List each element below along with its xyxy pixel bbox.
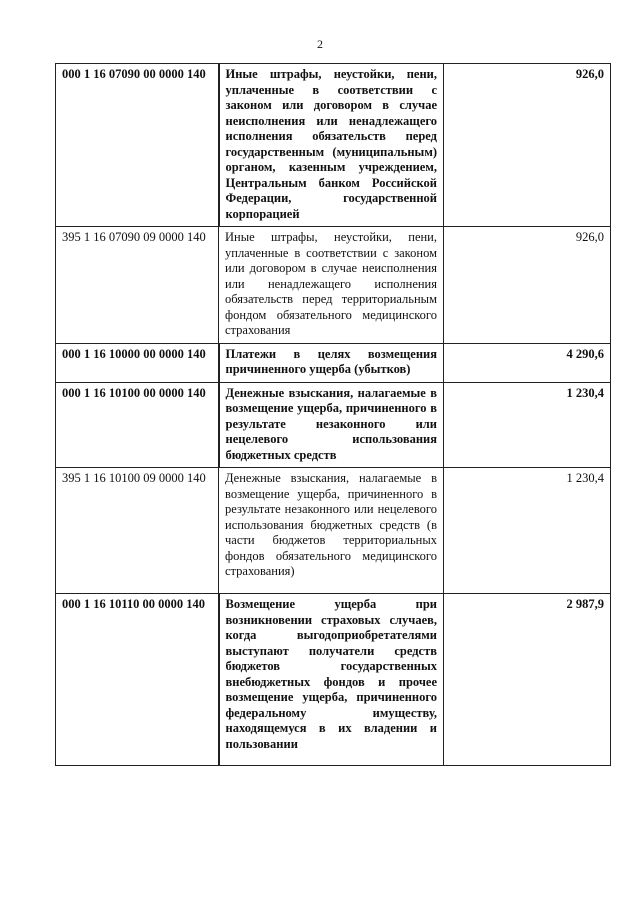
budget-code-cell: 000 1 16 10000 00 0000 140 [56, 343, 219, 382]
table-row [56, 343, 611, 382]
budget-code-cell: 000 1 16 10110 00 0000 140 [56, 594, 219, 766]
page-number: 2 [317, 37, 323, 51]
budget-code-cell: 000 1 16 10100 00 0000 140 [56, 382, 219, 468]
description-cell: Денежные взыскания, налагаемые в возмещение ущерба, причиненного в результате незаконного или нецелевого использования бюджетных средств (в части бюджетов территориальных фондов обязательного медицинского страхования) [219, 468, 444, 594]
table-row [56, 468, 611, 594]
amount-cell: 926,0 [444, 227, 611, 344]
table-row [56, 227, 611, 344]
description-cell: Денежные взыскания, налагаемые в возмещение ущерба, причиненного в результате незаконного или нецелевого использования бюджетных средств [219, 382, 444, 468]
description-cell: Иные штрафы, неустойки, пени, уплаченные в соответствии с законом или договором в случае неисполнения или ненадлежащего исполнения обязательств перед территориальным фондом обязательного медицинского страхования [219, 227, 444, 344]
budget-code-cell: 395 1 16 10100 09 0000 140 [56, 468, 219, 594]
amount-cell: 1 230,4 [444, 468, 611, 594]
amount-cell: 926,0 [444, 64, 611, 227]
budget-income-table [55, 63, 611, 766]
budget-code-cell: 000 1 16 07090 00 0000 140 [56, 64, 219, 227]
table-row [56, 64, 611, 227]
amount-cell: 2 987,9 [444, 594, 611, 766]
budget-code-cell: 395 1 16 07090 09 0000 140 [56, 227, 219, 344]
description-cell: Платежи в целях возмещения причиненного ущерба (убытков) [219, 343, 444, 382]
description-cell: Иные штрафы, неустойки, пени, уплаченные в соответствии с законом или договором в случае неисполнения или ненадлежащего исполнения обязательств перед государственным (муниципальным) органом, казенным учреждением, Центральным банком Российской Федерации, государственной корпорацией [219, 64, 444, 227]
table-row [56, 594, 611, 766]
table-row [56, 382, 611, 468]
amount-cell: 1 230,4 [444, 382, 611, 468]
amount-cell: 4 290,6 [444, 343, 611, 382]
description-cell: Возмещение ущерба при возникновении страховых случаев, когда выгодоприобретателями выступают получатели средств бюджетов государственных внебюджетных фондов и прочее возмещение ущерба, причиненного федеральному имуществу, находящемуся в их владении и пользовании [219, 594, 444, 766]
